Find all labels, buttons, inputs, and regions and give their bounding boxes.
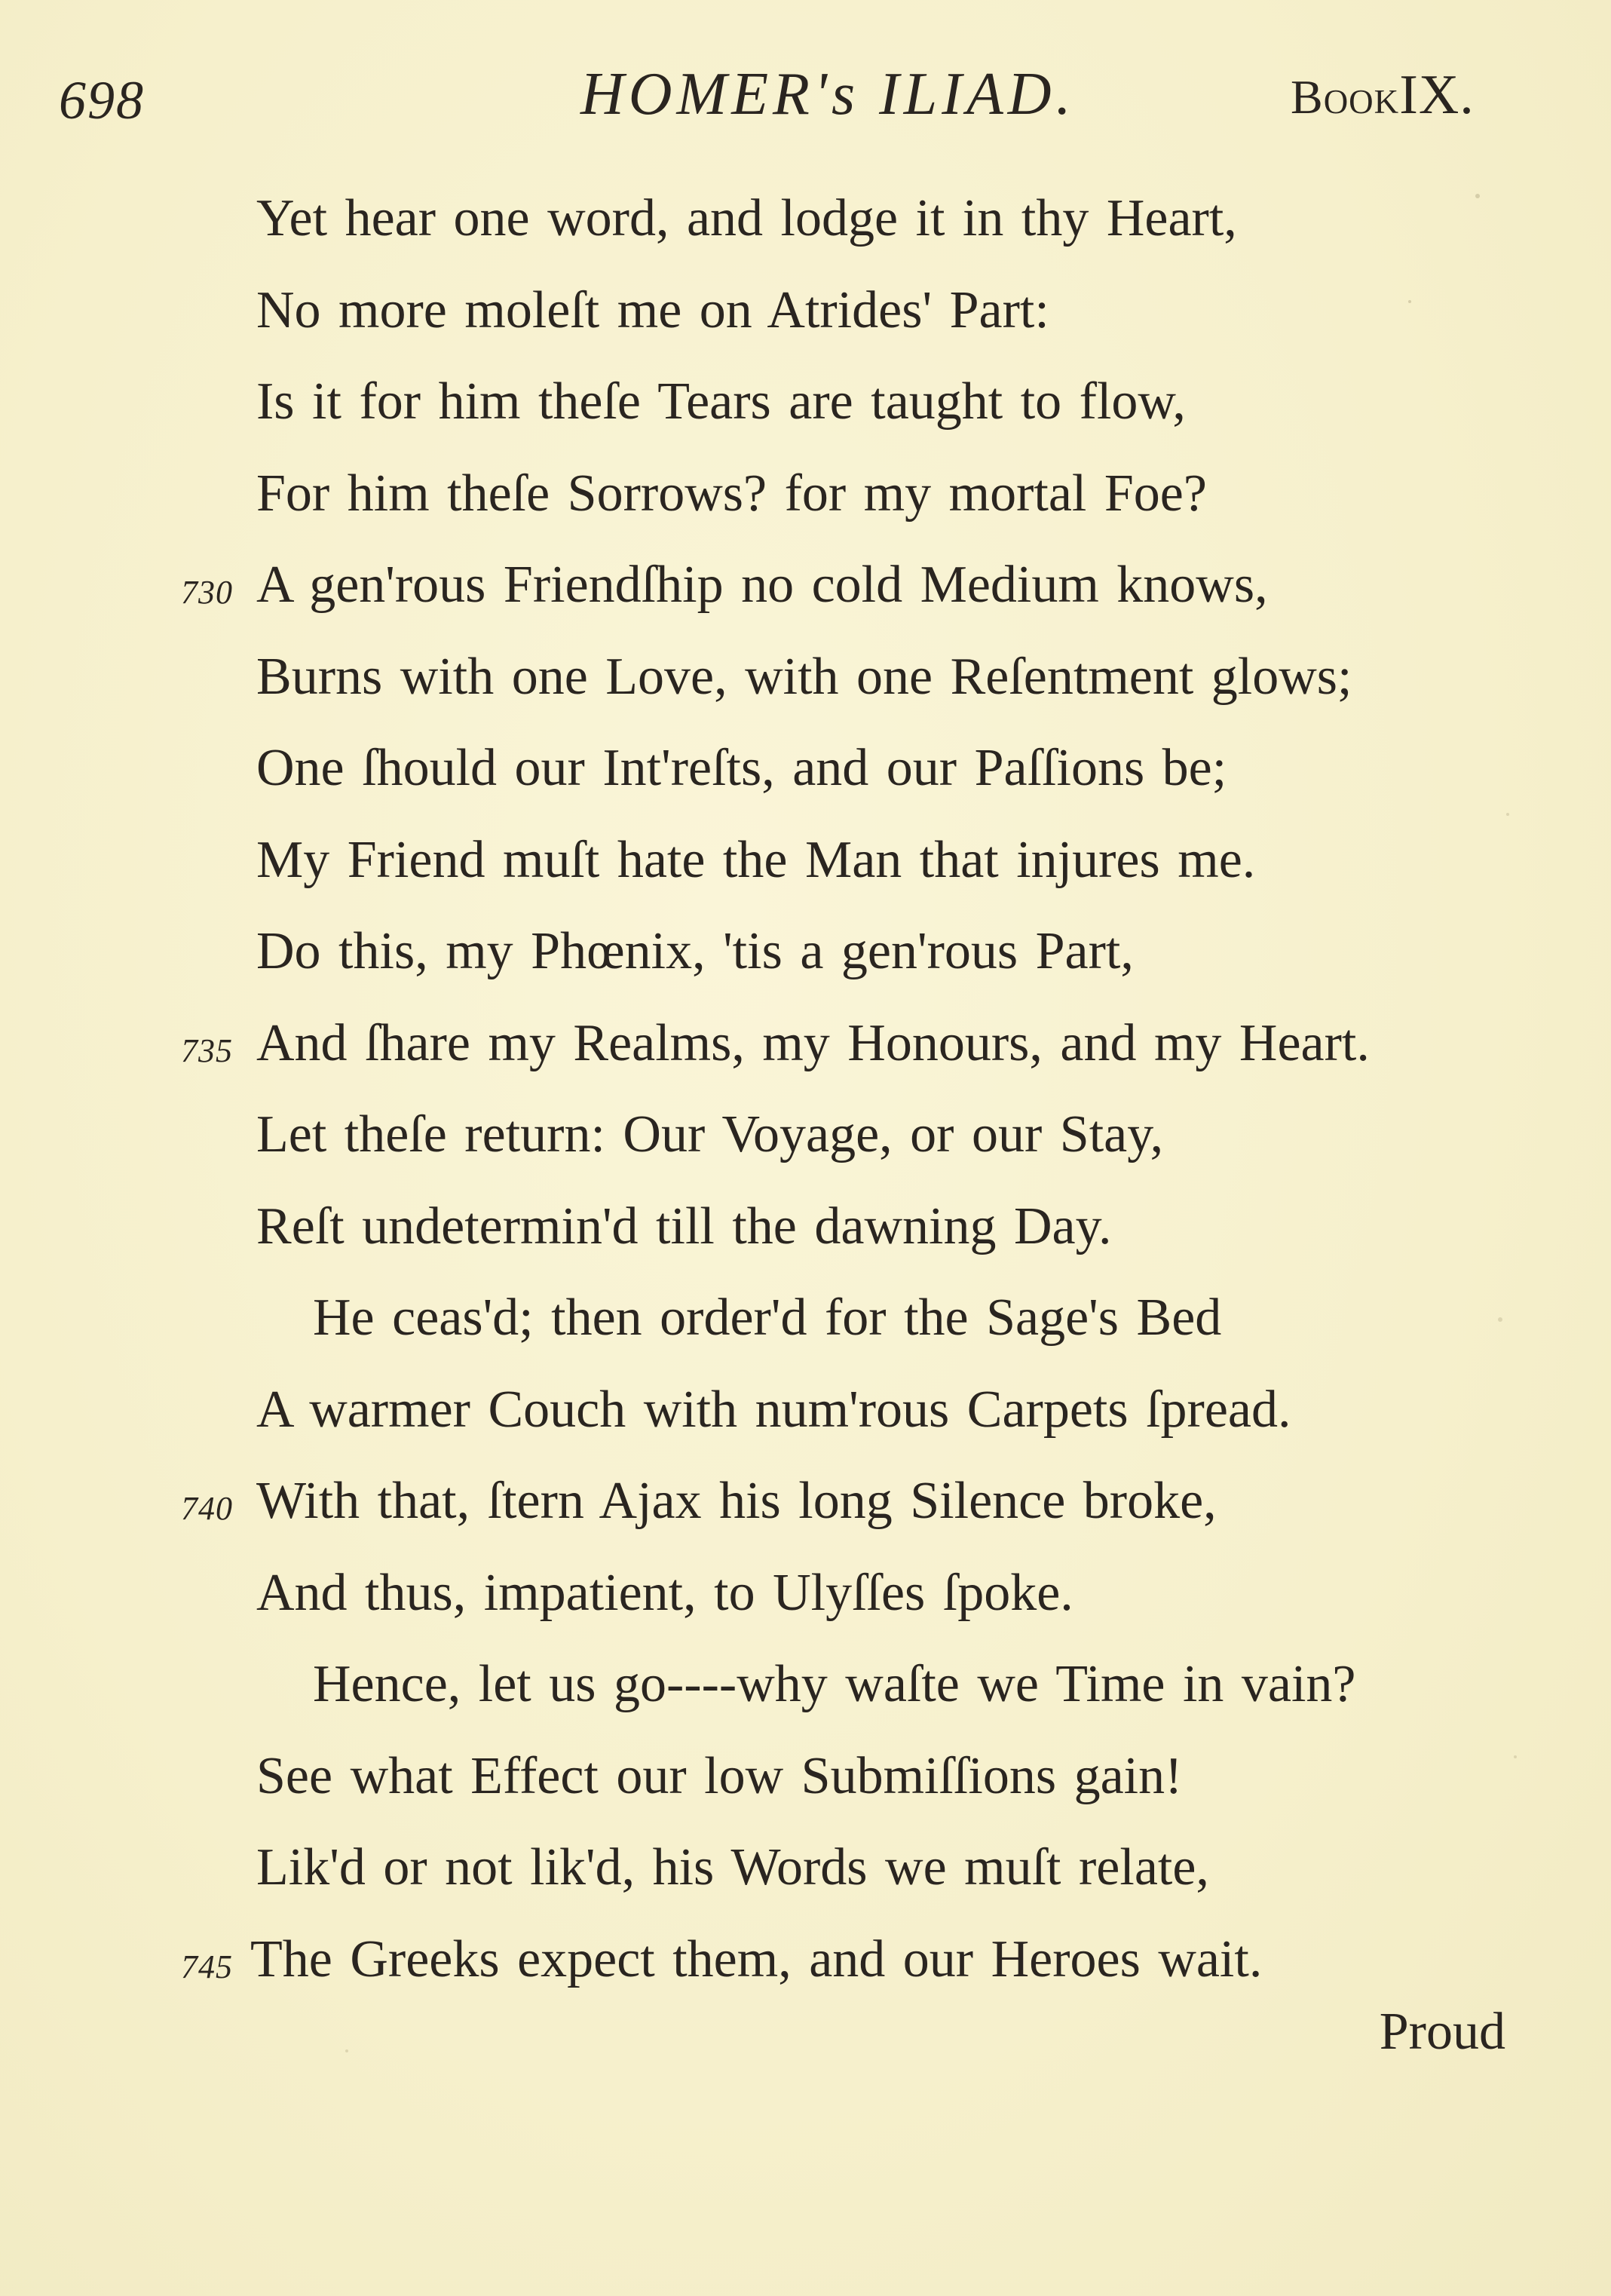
line-text: Burns with one Love, with one Reſentment glows; (256, 647, 1352, 706)
book-prefix: Book (1291, 70, 1400, 124)
verse-line (0, 731, 1611, 823)
verse-line (0, 1097, 1611, 1189)
verse-block (0, 181, 1611, 2013)
running-title: HOMER's ILIAD. (580, 61, 1076, 127)
page-header (0, 60, 1611, 143)
line-text: One ſhould our Int'reſts, and our Paſſions be; (256, 739, 1227, 797)
catchword: Proud (1379, 2003, 1505, 2061)
verse-line (0, 456, 1611, 548)
verse-line (0, 1830, 1611, 1922)
verse-line (0, 639, 1611, 731)
line-text: Let theſe return: Our Voyage, or our Stay, (256, 1105, 1164, 1163)
line-text: For him theſe Sorrows? for my mortal Foe? (256, 464, 1207, 523)
verse-line (0, 547, 1611, 639)
line-text: He ceas'd; then order'd for the Sage's Bed (313, 1289, 1222, 1347)
line-text: No more moleſt me on Atrides' Part: (256, 280, 1049, 339)
line-text: Is it for him theſe Tears are taught to flow, (256, 372, 1186, 431)
line-number: 730 (181, 574, 233, 611)
verse-line (0, 181, 1611, 273)
verse-line (0, 1922, 1611, 2014)
verse-line (0, 1280, 1611, 1372)
verse-line (0, 1006, 1611, 1098)
verse-line (0, 1647, 1611, 1739)
verse-line (0, 1556, 1611, 1648)
verse-line (0, 273, 1611, 365)
verse-line (0, 1464, 1611, 1556)
line-text: With that, ſtern Ajax his long Silence broke, (256, 1472, 1217, 1530)
page-number: 698 (59, 70, 145, 130)
line-text: And thus, impatient, to Ulyſſes ſpoke. (256, 1563, 1073, 1622)
line-number: 735 (181, 1032, 233, 1069)
line-text: My Friend muſt hate the Man that injures me. (256, 830, 1256, 889)
line-text: See what Effect our low Submiſſions gain! (256, 1746, 1183, 1805)
verse-line (0, 1372, 1611, 1464)
verse-line (0, 1739, 1611, 1831)
line-text: Lik'd or not lik'd, his Words we muſt relate, (256, 1838, 1209, 1896)
line-number: 740 (181, 1490, 233, 1527)
line-text: Yet hear one word, and lodge it in thy Heart, (256, 189, 1237, 247)
line-text: Do this, my Phœnix, 'tis a gen'rous Part, (256, 922, 1134, 980)
line-text: The Greeks expect them, and our Heroes wait. (250, 1930, 1263, 1988)
book-number: IX. (1399, 64, 1475, 126)
verse-line (0, 914, 1611, 1006)
verse-line (0, 364, 1611, 456)
book-label (1291, 63, 1475, 127)
line-text: A gen'rous Friendſhip no cold Medium knows, (256, 556, 1268, 614)
line-text: A warmer Couch with num'rous Carpets ſpread. (256, 1380, 1291, 1439)
line-number: 745 (181, 1948, 233, 1985)
line-text: Reſt undetermin'd till the dawning Day. (256, 1197, 1112, 1255)
line-text: Hence, let us go----why waſte we Time in vain? (313, 1655, 1356, 1713)
verse-line (0, 1189, 1611, 1281)
verse-line (0, 823, 1611, 915)
line-text: And ſhare my Realms, my Honours, and my Heart. (256, 1013, 1370, 1072)
